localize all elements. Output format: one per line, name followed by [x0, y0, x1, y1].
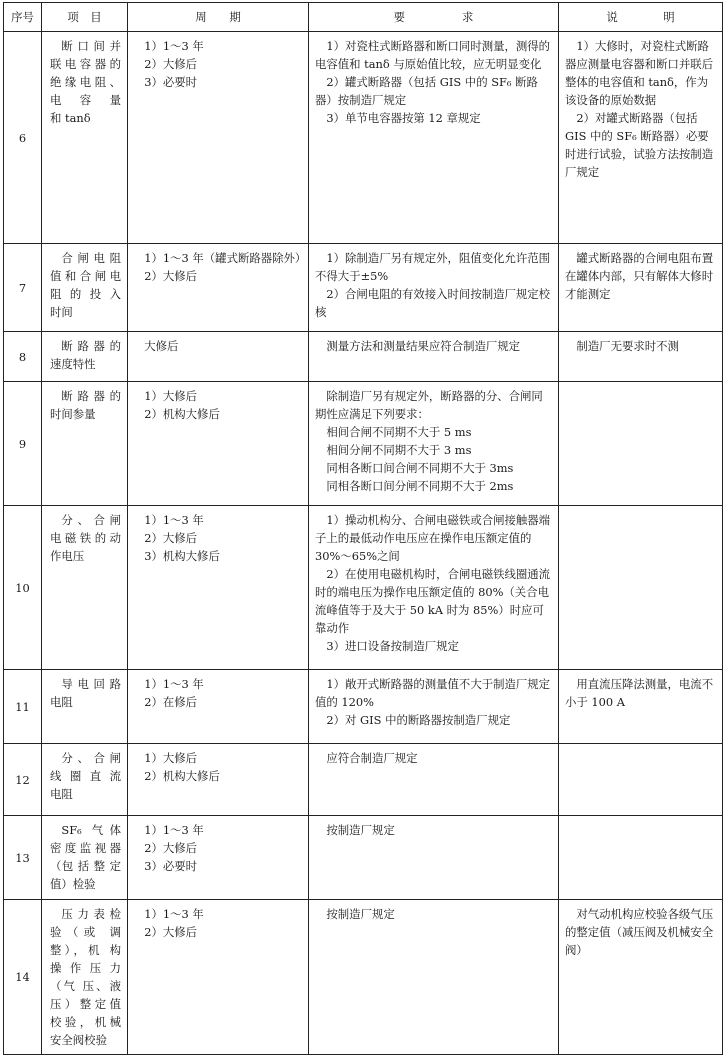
requirement-line: 3）单节电容器按第 12 章规定 — [326, 111, 481, 125]
item-line: （包 括 整 定 — [50, 859, 121, 873]
item-line: 压力表检 — [61, 907, 121, 921]
cycle-line: 1）1～3 年（罐式断路器除外） — [144, 251, 307, 265]
cycle-cell — [128, 506, 309, 670]
row-number: 12 — [4, 744, 42, 816]
note-cell — [559, 744, 723, 816]
requirement-line: 相间合闸不同期不大于 5 ms — [326, 425, 472, 439]
item-cell — [42, 332, 128, 382]
requirement-line: 同相各断口间分闸不同期不大于 2ms — [326, 479, 514, 493]
cycle-line: 2）大修后 — [144, 925, 198, 939]
item-cell — [42, 32, 128, 244]
header-requirement: 要 求 — [309, 3, 559, 32]
requirement-line: 2）合闸电阻的有效接入时间按制造厂规定校核 — [315, 287, 551, 319]
row-number: 14 — [4, 900, 42, 1055]
note-cell — [559, 816, 723, 900]
cycle-cell — [128, 382, 309, 506]
table-row — [4, 900, 723, 1055]
row-number: 9 — [4, 382, 42, 506]
item-line: 合闸电阻 — [61, 251, 121, 265]
cycle-line: 3）必要时 — [144, 75, 198, 89]
requirement-cell — [309, 900, 559, 1055]
note-line: 罐式断路器的合闸电阻布置在罐体内部，只有解体大修时才能测定 — [565, 251, 714, 301]
requirement-cell — [309, 332, 559, 382]
requirement-line: 3）进口设备按制造厂规定 — [326, 639, 459, 653]
item-line: 分、合闸 — [61, 751, 121, 765]
table-row — [4, 506, 723, 670]
item-line: 绝缘电阻、 — [50, 75, 121, 89]
cycle-cell — [128, 670, 309, 744]
requirement-cell — [309, 244, 559, 332]
note-cell — [559, 382, 723, 506]
note-line: 2）对罐式断路器（包括 GIS 中的 SF₆ 断路器）必要时进行试验，试验方法按制造厂规定 — [565, 111, 714, 179]
header-item: 项 目 — [42, 3, 128, 32]
row-number: 13 — [4, 816, 42, 900]
cycle-line: 3）机构大修后 — [144, 549, 220, 563]
item-line: 断口间并 — [61, 39, 121, 53]
requirement-line: 1）除制造厂另有规定外，阻值变化允许范围不得大于±5% — [315, 251, 551, 283]
requirement-line: 1）敞开式断路器的测量值不大于制造厂规定值的 120% — [315, 677, 551, 709]
table-row — [4, 382, 723, 506]
item-line: 安全阀校验 — [50, 1033, 107, 1047]
header-no: 序号 — [4, 3, 42, 32]
item-cell — [42, 506, 128, 670]
cycle-line: 2）大修后 — [144, 57, 198, 71]
cycle-cell — [128, 816, 309, 900]
item-line: 时间 — [50, 305, 73, 319]
item-line: 导电回路 — [61, 677, 121, 691]
requirement-cell — [309, 670, 559, 744]
requirement-cell — [309, 506, 559, 670]
note-line: 对气动机构应校验各级气压的整定值（减压阀及机械安全阀） — [565, 907, 714, 957]
table-row — [4, 744, 723, 816]
item-line: 值）检验 — [50, 877, 96, 891]
item-line: 值和合闸电 — [50, 269, 121, 283]
item-line: 线 圈 直 流 — [50, 769, 121, 783]
item-line: 操 作 压 力 — [50, 961, 121, 975]
item-line: （气 压、液 — [50, 979, 121, 993]
table-row — [4, 244, 723, 332]
item-line: 校验，机械 — [50, 1015, 121, 1029]
cycle-line: 1）1～3 年 — [144, 677, 204, 691]
item-line: 联电容器的 — [50, 57, 121, 71]
table-header-row — [4, 3, 723, 32]
requirement-line: 应符合制造厂规定 — [326, 751, 418, 765]
item-cell — [42, 816, 128, 900]
item-line: 时间参量 — [50, 407, 96, 421]
note-cell — [559, 32, 723, 244]
cycle-line: 1）1～3 年 — [144, 39, 204, 53]
note-cell — [559, 506, 723, 670]
cycle-cell — [128, 332, 309, 382]
row-number: 10 — [4, 506, 42, 670]
item-line: 电磁铁的动 — [50, 531, 121, 545]
item-line: 电 容 量 — [50, 93, 121, 107]
cycle-line: 1）大修后 — [144, 751, 198, 765]
cycle-line: 3）必要时 — [144, 859, 198, 873]
item-cell — [42, 900, 128, 1055]
standard-table-page — [3, 2, 722, 1055]
requirement-line: 2）在使用电磁机构时，合闸电磁铁线圈通流时的端电压为操作电压额定值的 80%（关合电流峰值等于及大于 50 kA 时为 85%）时应可靠动作 — [315, 567, 551, 635]
row-number: 7 — [4, 244, 42, 332]
requirement-line: 2）罐式断路器（包括 GIS 中的 SF₆ 断路器）按制造厂规定 — [315, 75, 538, 107]
requirement-line: 1）对瓷柱式断路器和断口同时测量，测得的电容值和 tanδ 与原始值比较，应无明显变化 — [315, 39, 551, 71]
item-line: 整），机 构 — [50, 943, 121, 957]
note-line: 制造厂无要求时不测 — [576, 339, 679, 353]
requirement-line: 2）对 GIS 中的断路器按制造厂规定 — [326, 713, 511, 727]
requirement-line: 按制造厂规定 — [326, 823, 395, 837]
cycle-line: 1）1～3 年 — [144, 823, 204, 837]
row-number: 8 — [4, 332, 42, 382]
cycle-cell — [128, 744, 309, 816]
requirement-line: 同相各断口间合闸不同期不大于 3ms — [326, 461, 514, 475]
note-line: 用直流压降法测量，电流不小于 100 A — [565, 677, 714, 709]
note-line: 1）大修时，对瓷柱式断路器应测量电容器和断口并联后整体的电容值和 tanδ，作为该设备的原始数据 — [565, 39, 714, 107]
requirement-cell — [309, 382, 559, 506]
table-row — [4, 670, 723, 744]
item-line: 验（或 调 — [50, 925, 121, 939]
header-cycle: 周 期 — [128, 3, 309, 32]
item-line: 压）整定值 — [50, 997, 121, 1011]
cycle-line: 2）机构大修后 — [144, 769, 220, 783]
row-number: 11 — [4, 670, 42, 744]
item-line: SF₆ 气体 — [61, 823, 121, 837]
cycle-line: 2）在修后 — [144, 695, 198, 709]
cycle-line: 1）1～3 年 — [144, 513, 204, 527]
item-line: 速度特性 — [50, 357, 96, 371]
requirement-line: 除制造厂另有规定外，断路器的分、合闸同期性应满足下列要求： — [315, 389, 543, 421]
cycle-line: 2）机构大修后 — [144, 407, 220, 421]
note-cell — [559, 332, 723, 382]
note-cell — [559, 244, 723, 332]
item-line: 阻 的 投 入 — [50, 287, 121, 301]
cycle-line: 2）大修后 — [144, 841, 198, 855]
item-cell — [42, 744, 128, 816]
table-row — [4, 816, 723, 900]
cycle-cell — [128, 900, 309, 1055]
item-line: 电阻 — [50, 787, 73, 801]
table-row — [4, 332, 723, 382]
requirement-line: 相间分闸不同期不大于 3 ms — [326, 443, 472, 457]
item-line: 密度监视器 — [50, 841, 121, 855]
table-body — [4, 32, 723, 1055]
item-line: 电阻 — [50, 695, 73, 709]
requirement-line: 测量方法和测量结果应符合制造厂规定 — [326, 339, 521, 353]
requirement-line: 1）操动机构分、合闸电磁铁或合闸接触器端子上的最低动作电压应在操作电压额定值的 30%～65%之间 — [315, 513, 551, 563]
test-items-table — [3, 2, 723, 1055]
item-cell — [42, 382, 128, 506]
cycle-line: 2）大修后 — [144, 269, 198, 283]
item-line: 分、合闸 — [61, 513, 121, 527]
cycle-line: 1）1～3 年 — [144, 907, 204, 921]
requirement-cell — [309, 816, 559, 900]
table-row — [4, 32, 723, 244]
requirement-cell — [309, 32, 559, 244]
item-line: 断路器的 — [61, 339, 121, 353]
item-line: 作电压 — [50, 549, 85, 563]
header-note: 说 明 — [559, 3, 723, 32]
cycle-line: 1）大修后 — [144, 389, 198, 403]
requirement-line: 按制造厂规定 — [326, 907, 395, 921]
requirement-cell — [309, 744, 559, 816]
cycle-line: 大修后 — [144, 339, 179, 353]
note-cell — [559, 670, 723, 744]
item-line: 断路器的 — [61, 389, 121, 403]
note-cell — [559, 900, 723, 1055]
cycle-line: 2）大修后 — [144, 531, 198, 545]
row-number: 6 — [4, 32, 42, 244]
item-cell — [42, 244, 128, 332]
cycle-cell — [128, 244, 309, 332]
item-cell — [42, 670, 128, 744]
item-line: 和 tanδ — [50, 111, 91, 125]
cycle-cell — [128, 32, 309, 244]
